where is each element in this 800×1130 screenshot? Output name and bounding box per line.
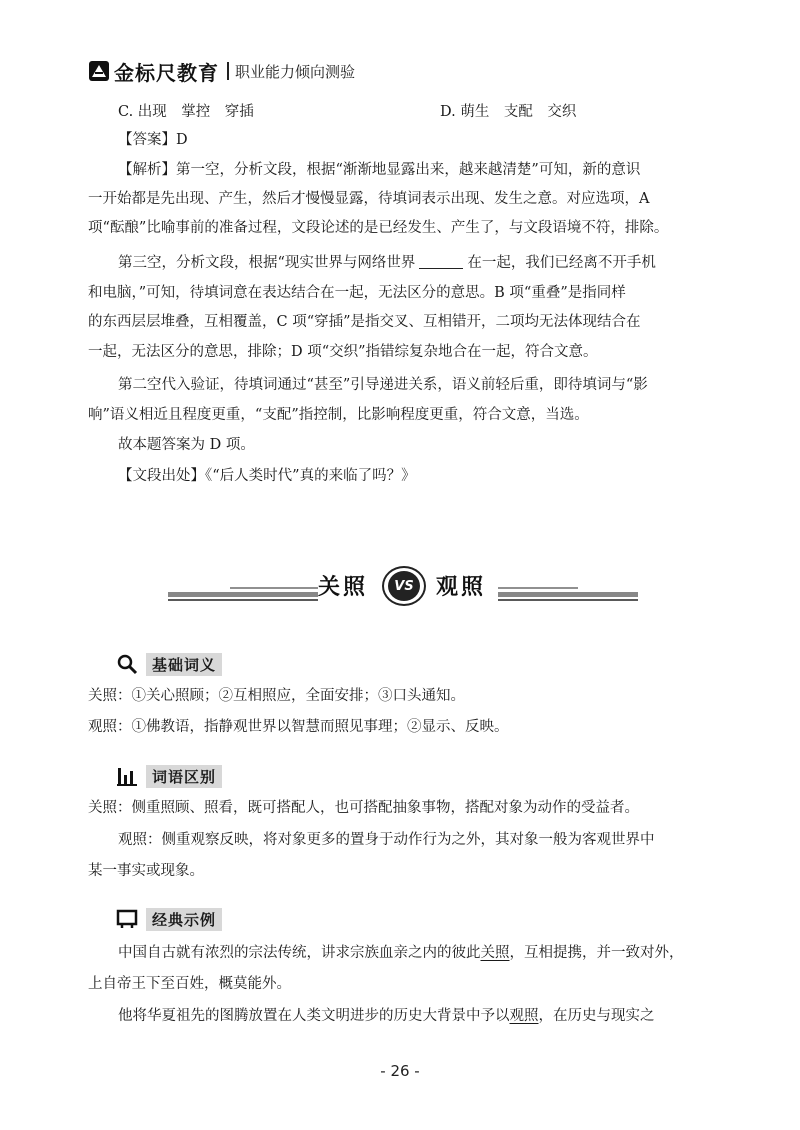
section-title: 词语区别 — [146, 765, 222, 788]
analysis-line: 一开始都是先出现、产生，然后才慢慢显露，待填词表示出现、发生之意。对应选项，A — [88, 191, 650, 207]
magnifier-icon — [116, 653, 138, 675]
fill-blank — [419, 255, 463, 269]
example-line: 上自帝王下至百姓，概莫能外。 — [88, 976, 291, 992]
page-header — [88, 56, 355, 86]
analysis-line: 第二空代入验证，待填词通过“甚至”引导递进关系，语义前轻后重，即待填词与“影 — [118, 377, 648, 393]
analysis-line: 的东西层层堆叠，互相覆盖，C 项“穿插”是指交叉、互相错开，二项均无法体现结合在 — [88, 314, 641, 330]
definition-line: 观照：①佛教语，指静观世界以智慧而照见事理；②显示、反映。 — [88, 719, 509, 735]
vs-badge — [382, 566, 426, 606]
option-d: D. 萌生 支配 交织 — [440, 104, 577, 120]
comparison-banner — [168, 560, 638, 620]
analysis-line: 项“酝酿”比喻事前的准备过程，文段论述的是已经发生、产生了，与文段语境不符，排除。 — [88, 220, 669, 236]
example-line: 中国自古就有浓烈的宗法传统，讲求宗族血亲之内的彼此关照，互相提携，并一致对外， — [118, 945, 684, 961]
section-title: 经典示例 — [146, 908, 222, 931]
section-word-difference — [116, 763, 222, 789]
difference-line: 某一事实或现象。 — [88, 863, 204, 879]
definition-line: 关照：①关心照顾；②互相照应，全面安排；③口头通知。 — [88, 688, 465, 704]
page-number: - 26 - — [380, 1062, 420, 1080]
book-icon — [116, 908, 138, 930]
analysis-line: 故本题答案为 D 项。 — [118, 437, 255, 453]
option-c: C. 出现 掌控 穿插 — [118, 104, 254, 120]
difference-line: 关照：侧重照顾、照看，既可搭配人，也可搭配抽象事物，搭配对象为动作的受益者。 — [88, 800, 639, 816]
analysis-line: 第三空，分析文段，根据“现实世界与网络世界 在一起，我们已经离不开手机 — [118, 255, 656, 271]
section-title: 基础词义 — [146, 653, 222, 676]
header-subtitle: 职业能力倾向测验 — [235, 62, 356, 81]
answer: 【答案】D — [118, 132, 188, 148]
section-basic-meaning — [116, 651, 222, 677]
example-line: 他将华夏祖先的图腾放置在人类文明进步的历史大背景中予以观照，在历史与现实之 — [118, 1008, 655, 1024]
brand-name: 金标尺教育 — [114, 60, 219, 85]
bar-chart-icon — [116, 765, 138, 787]
analysis-line: 【解析】第一空，分析文段，根据“渐渐地显露出来，越来越清楚”可知，新的意识 — [118, 162, 641, 178]
vs-label: VS — [388, 571, 420, 601]
difference-line: 观照：侧重观察反映，将对象更多的置身于动作行为之外，其对象一般为客观世界中 — [118, 832, 655, 848]
highlight-word: 关照 — [480, 945, 510, 961]
brand-logo-icon — [88, 60, 110, 82]
analysis-line: 和电脑，”可知，待填词意在表达结合在一起，无法区分的意思。B 项“重叠”是指同样 — [88, 285, 626, 301]
section-classic-example — [116, 906, 222, 932]
highlight-word: 观照 — [509, 1008, 539, 1024]
header-divider — [227, 62, 229, 80]
banner-word-left: 关照 — [318, 574, 369, 600]
analysis-line: 响”语义相近且程度更重，“支配”指控制，比影响程度更重，符合文意，当选。 — [88, 407, 589, 423]
banner-word-right: 观照 — [436, 574, 487, 600]
analysis-line: 一起，无法区分的意思，排除；D 项“交织”指错综复杂地合在一起，符合文意。 — [88, 344, 598, 360]
source-line: 【文段出处】《“后人类时代”真的来临了吗？》 — [118, 468, 416, 484]
